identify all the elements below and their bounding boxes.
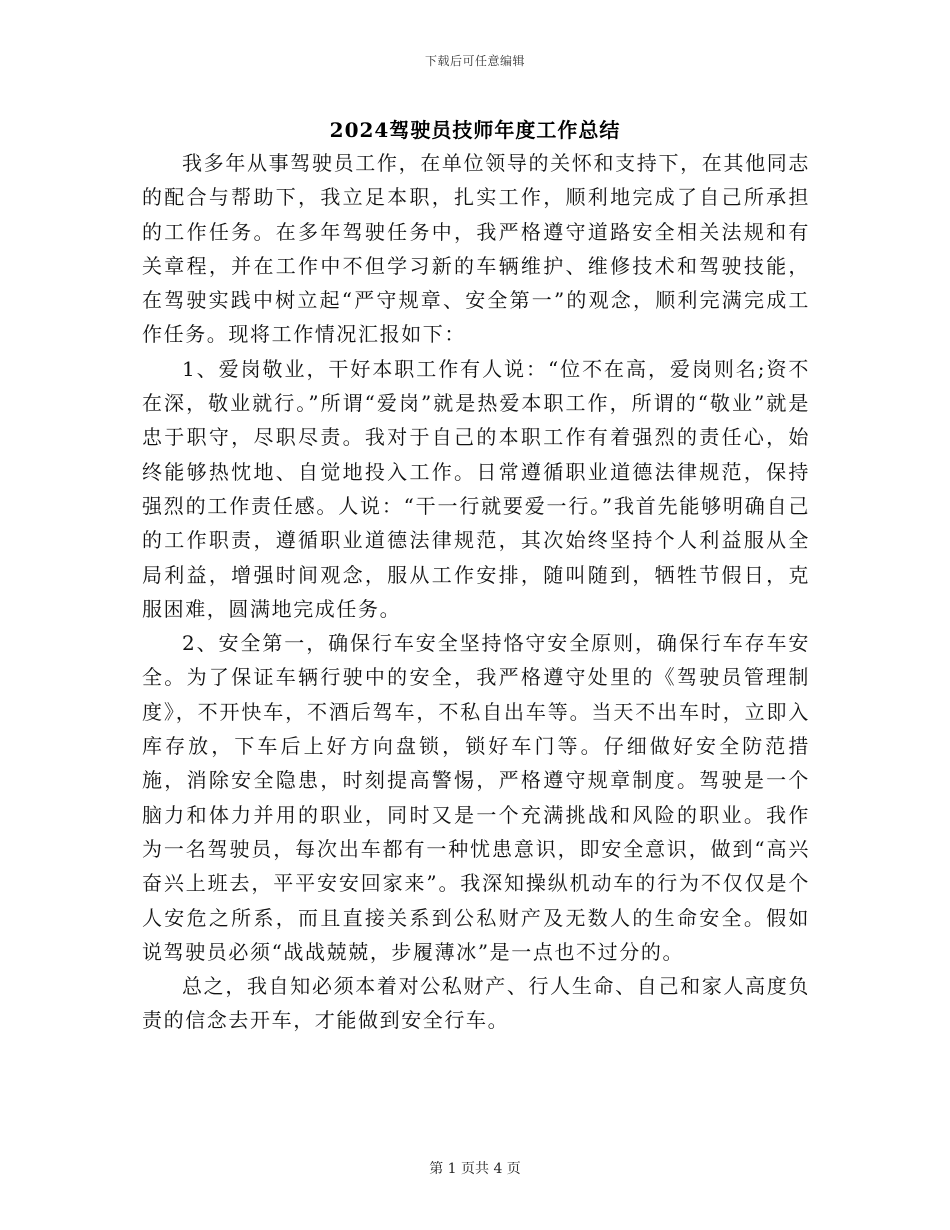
paragraph-dedication: 1、爱岗敬业，干好本职工作有人说：“位不在高，爱岗则名;资不在深，敬业就行。”所谓“爱岗”就是热爱本职工作，所谓的“敬业”就是忠于职守，尽职尽责。我对于自己的本职工作有着强烈的责任心，始终能够热忱地、自觉地投入工作。日常遵循职业道德法律规范，保持强烈的工作责任感。人说：“干一行就要爱一行。”我首先能够明确自己的工作职责，遵循职业道德法律规范，其次始终坚持个人利益服从全局利益，增强时间观念，服从工作安排，随叫随到，牺牲节假日，克服困难，圆满地完成任务。	[142, 356, 810, 621]
page-number-footer: 第 1 页共 4 页	[429, 1161, 521, 1177]
page-header-note: 下载后可任意编辑	[424, 54, 525, 68]
document-body	[142, 146, 810, 1038]
paragraph-safety: 2、安全第一，确保行车安全坚持恪守安全原则，确保行车存车安全。为了保证车辆行驶中的安全，我严格遵守处里的《驾驶员管理制度》，不开快车，不酒后驾车，不私自出车等。当天不出车时，立即入库存放，下车后上好方向盘锁，锁好车门等。仔细做好安全防范措施，消除安全隐患，时刻提高警惕，严格遵守规章制度。驾驶是一个脑力和体力并用的职业，同时又是一个充满挑战和风险的职业。我作为一名驾驶员，每次出车都有一种忧患意识，即安全意识，做到“高兴奋兴上班去，平平安安回家来”。我深知操纵机动车的行为不仅仅是个人安危之所系，而且直接关系到公私财产及无数人的生命安全。假如说驾驶员必须“战战兢兢，步履薄冰”是一点也不过分的。	[142, 631, 810, 964]
document-title: 2024驾驶员技师年度工作总结	[329, 118, 621, 142]
paragraph-intro: 我多年从事驾驶员工作，在单位领导的关怀和支持下，在其他同志的配合与帮助下，我立足本职，扎实工作，顺利地完成了自己所承担的工作任务。在多年驾驶任务中，我严格遵守道路安全相关法规和有关章程，并在工作中不但学习新的车辆维护、维修技术和驾驶技能，在驾驶实践中树立起“严守规章、安全第一”的观念，顺利完满完成工作任务。现将工作情况汇报如下：	[142, 151, 810, 347]
paragraph-conclusion: 总之，我自知必须本着对公私财产、行人生命、自己和家人高度负责的信念去开车，才能做到安全行车。	[142, 974, 810, 1033]
